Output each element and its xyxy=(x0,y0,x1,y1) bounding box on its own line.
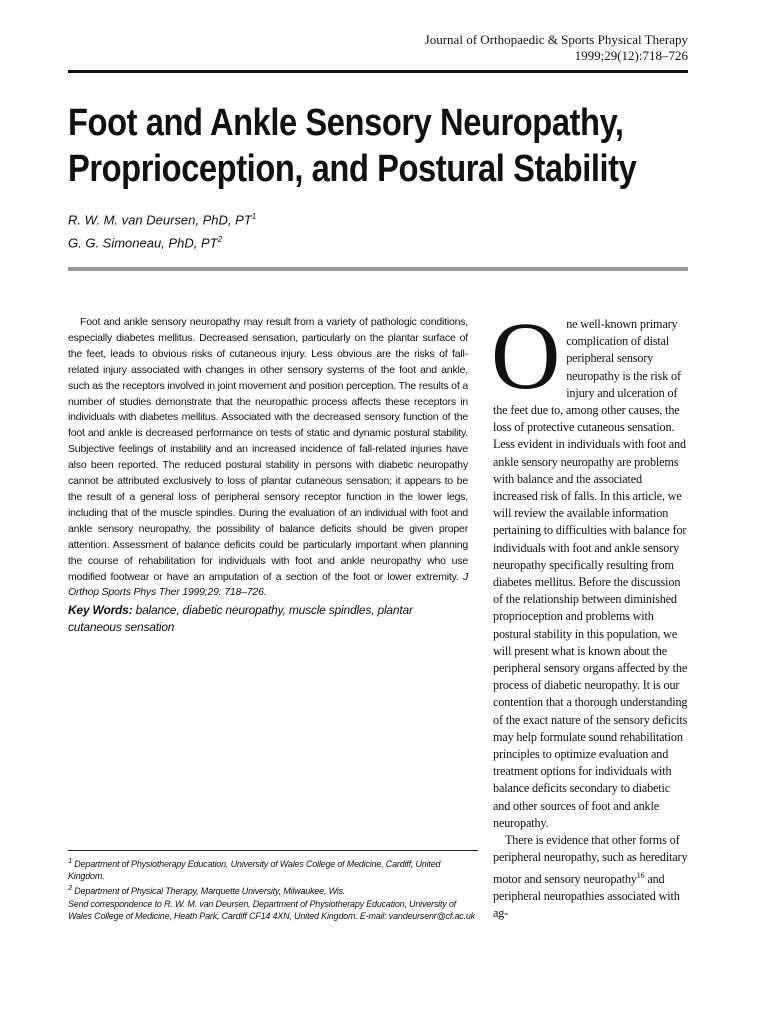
footnote: $^1$ Department of Physiotherapy Education, University of Wales College of Medicine, Cardiff, United Kingdom. xyxy=(68,856,441,882)
paragraph-2-text: There is evidence that other forms of peripheral neuropathy, such as hereditary motor and sensory neuropathy xyxy=(493,833,688,886)
abstract-citation: J Orthop Sports Phys Ther 1999;29: 718–726. xyxy=(68,570,469,599)
author-list xyxy=(68,207,256,254)
abstract-text: Foot and ankle sensory neuropathy may result from a variety of pathologic conditions, especially diabetes mellitus. Decreased sensation, particularly on the plantar surface of the feet, leads to obvious risks of cutaneous injury. Less obvious are the risks of fall-related injury associated with changes in other sensory systems of the foot and ankle, such as the receptors involved in joint movement and position perception. The results of a number of studies demonstrate that the neuropathic process affects these receptors in individuals with diabetes mellitus. Associated with the decreased sensory function of the foot and ankle is decreased performance on tests of static and dynamic postural stability. Subjective feelings of instability and an increased incidence of fall-related injuries have also been reported. The reduced postural stability in persons with diabetic neuropathy cannot be attributed exclusively to loss of plantar cutaneous sensation; it appears to be the result of a general loss of peripheral sensory receptor function in the lower legs, including that of the muscle spindles. During the evaluation of an individual with foot and ankle sensory neuropathy, the possibility of balance deficits should be given proper attention. Assessment of balance deficits could be particularly important when planning the course of rehabilitation for individuals with foot and ankle neuropathy who use modified footwear or have an amputation of a section of the foot or lower extremity. xyxy=(68,316,468,583)
author: R. W. M. van Deursen, PhD, $PT^1$ xyxy=(68,212,257,228)
abstract xyxy=(68,315,468,601)
journal-citation: 1999;29(12):718–726 xyxy=(574,48,688,63)
body-paragraph xyxy=(491,302,688,832)
paragraph-1-text: ne well-known primary complication of distal peripheral sensory neuropathy is the risk of injury and ulceration of the feet due to, among other causes, the loss of protective cutaneous sensation. Less evident in individuals with foot and ankle sensory neuropathy are problems with balance and the associated increased risk of falls. In this article, we will review the available information pertaining to difficulties with balance for individuals with foot and ankle sensory neuropathy specifically resulting from diabetes mellitus. Before the discussion of the relationship between diminished proprioception and problems with postural stability in this population, we will present what is known about the peripheral sensory organs affected by the process of diabetic neuropathy. It is our contention that a thorough understanding of the exact nature of the sensory deficits may help formulate sound rehabilitation principles to optimize evaluation and treatment options for individuals with balance deficits secondary to diabetic and other sources of foot and ankle neuropathy. xyxy=(493,317,688,830)
keywords xyxy=(68,602,468,636)
footnote: $^2$ Department of Physical Therapy, Marquette University, Milwaukee, Wis. xyxy=(68,883,346,897)
body-column xyxy=(491,302,688,922)
section-divider xyxy=(68,267,688,271)
keywords-label: Key Words: xyxy=(68,603,133,617)
article-title xyxy=(68,100,637,192)
affiliation-mark: 1 xyxy=(251,212,257,221)
body-paragraph xyxy=(493,832,688,922)
footnotes xyxy=(68,855,478,922)
journal-name: Journal of Orthopaedic & Sports Physical Therapy xyxy=(424,32,688,47)
journal-header xyxy=(425,32,688,64)
footnote-rule xyxy=(68,850,478,851)
title-line-2: Proprioception, and Postural Stability xyxy=(68,148,637,190)
paragraph-2-text-cont: and peripheral neuropathies associated with ag- xyxy=(493,871,680,920)
header-rule xyxy=(68,70,688,73)
reference-mark: 16 xyxy=(636,870,645,880)
title-line-1: Foot and Ankle Sensory Neuropathy, xyxy=(68,102,624,144)
footnote-correspondence: Send correspondence to R. W. M. van Deursen, Department of Physiotherapy Education, University of Wales College of Medicine, Heath Park, Cardiff CF14 4XN, United Kingdom. E-mail: vandeursenr@cf.ac.uk xyxy=(68,898,475,921)
keywords-text: balance, diabetic neuropathy, muscle spindles, plantar cutaneous sensation xyxy=(68,603,413,634)
author: G. G. Simoneau, PhD, $PT^2$ xyxy=(68,235,223,251)
affiliation-mark: 2 xyxy=(217,235,223,245)
drop-cap: O xyxy=(491,302,561,409)
